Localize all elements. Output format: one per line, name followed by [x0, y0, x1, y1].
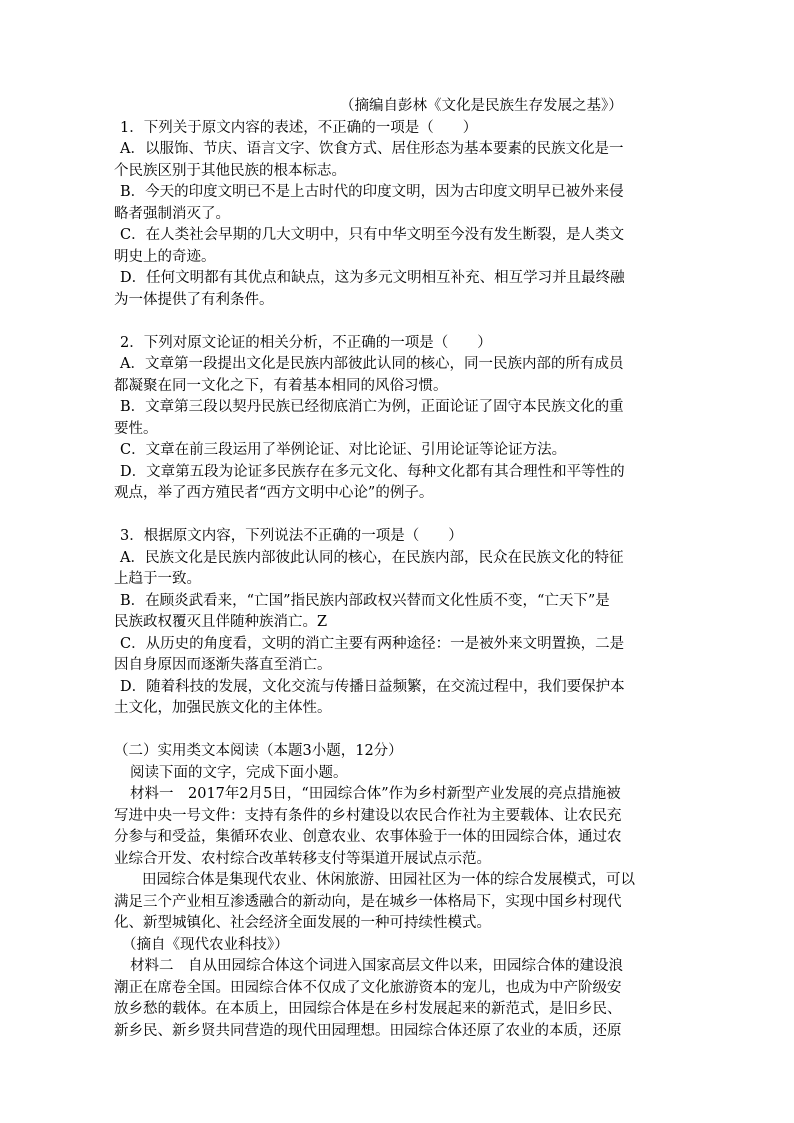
material-1-line: 分参与和受益，集循环农业、创意农业、农事体验于一体的田园综合体，通过农 — [114, 829, 622, 845]
q2-option-a-cont: 都凝聚在同一文化之下，有着基本相同的风俗习惯。 — [114, 377, 448, 394]
question-3 — [114, 526, 688, 720]
question-2 — [114, 333, 688, 505]
q1-option-b-cont: 略者强制消灭了。 — [114, 205, 230, 222]
question-3-stem: 3．根据原文内容，下列说法不正确的一项是（ ） — [120, 528, 463, 544]
material-1-line: 材料一 2017年2月5日，“田园综合体”作为乡村新型产业发展的亮点措施被 — [130, 786, 621, 802]
material-1-line: 业综合开发、农村综合改革转移支付等渠道开展试点示范。 — [114, 850, 491, 867]
q1-option-d-cont: 为一体提供了有利条件。 — [114, 291, 274, 308]
q3-option-b: B．在顾炎武看来，“亡国”指民族内部政权兴替而文化性质不变，“亡天下”是 — [120, 592, 610, 609]
q1-option-a-cont: 个民族区别于其他民族的根本标志。 — [114, 162, 346, 179]
question-1 — [114, 118, 688, 312]
q3-option-d: D．随着科技的发展，文化交流与传播日益频繁，在交流过程中，我们要保护本 — [120, 678, 625, 695]
q1-option-a: A．以服饰、节庆、语言文字、饮食方式、居住形态为基本要素的民族文化是一 — [120, 141, 624, 157]
q2-option-c: C．文章在前三段运用了举例论证、对比论证、引用论证等论证方法。 — [120, 442, 567, 458]
material-2-line: 放乡愁的载体。在本质上，田园综合体是在乡村发展起来的新范式，是旧乡民、 — [114, 1001, 622, 1017]
source-citation: （摘编自彭林《文化是民族生存发展之基》） — [340, 98, 623, 114]
spacer — [114, 720, 688, 742]
q1-option-d: D．任何文明都有其优点和缺点，这为多元文明相互补充、相互学习并且最终融 — [120, 270, 625, 286]
material-1-para-2-line: 满足三个产业相互渗透融合的新动向，是在城乡一体格局下，实现中国乡村现代 — [114, 893, 622, 910]
section-2-heading: （二）实用类文本阅读（本题3小题，12分） — [114, 743, 403, 759]
question-1-stem: 1．下列关于原文内容的表述，不正确的一项是（ ） — [120, 119, 478, 136]
question-2-stem: 2．下列对原文论证的相关分析，不正确的一项是（ ） — [120, 334, 492, 351]
q1-option-c-cont: 明史上的奇迹。 — [114, 248, 216, 265]
q2-option-b: B．文章第三段以契丹民族已经彻底消亡为例，正面论证了固守本民族文化的重 — [120, 399, 624, 415]
section-2-instruction: 阅读下面的文字，完成下面小题。 — [130, 764, 348, 781]
material-1-line: 写进中央一号文件：支持有条件的乡村建设以农民合作社为主要载体、让农民充 — [114, 807, 622, 824]
material-1-para-2-line: 田园综合体是集现代农业、休闲旅游、田园社区为一体的综合发展模式，可以 — [142, 872, 635, 888]
material-1-para-2-line: 化、新型城镇化、社会经济全面发展的一种可持续性模式。 — [114, 915, 491, 931]
q3-option-a: A．民族文化是民族内部彼此认同的核心，在民族内部，民众在民族文化的特征 — [120, 549, 624, 566]
material-2-line: 新乡民、新乡贤共同营造的现代田园理想。田园综合体还原了农业的本质，还原 — [114, 1022, 622, 1039]
q1-option-c: C．在人类社会早期的几大文明中，只有中华文明至今没有发生断裂，是人类文 — [120, 227, 625, 243]
q3-option-a-cont: 上趋于一致。 — [114, 571, 201, 587]
material-2-line: 潮正在席卷全国。田园综合体不仅成了文化旅游资本的宠儿，也成为中产阶级安 — [114, 979, 622, 996]
material-1-source: （摘自《现代农业科技》） — [122, 936, 289, 953]
material-2-line: 材料二 自从田园综合体这个词进入国家高层文件以来，田园综合体的建设浪 — [130, 958, 623, 974]
spacer — [114, 311, 688, 333]
q2-option-a: A．文章第一段提出文化是民族内部彼此认同的核心，同一民族内部的所有成员 — [120, 356, 624, 372]
document-body — [114, 96, 688, 1042]
q3-option-c-cont: 因自身原因而逐渐失落直至消亡。 — [114, 657, 332, 673]
q2-option-d-cont: 观点，举了西方殖民者“西方文明中心论”的例子。 — [114, 485, 434, 501]
q3-option-c: C．从历史的角度看，文明的消亡主要有两种途径：一是被外来文明置换，二是 — [120, 635, 625, 652]
q1-option-b: B．今天的印度文明已不是上古时代的印度文明，因为古印度文明早已被外来侵 — [120, 184, 624, 200]
q2-option-b-cont: 要性。 — [114, 420, 158, 437]
spacer — [114, 505, 688, 527]
q3-option-d-cont: 土文化，加强民族文化的主体性。 — [114, 700, 332, 716]
section-2 — [114, 741, 688, 1042]
q3-option-b-cont: 民族政权覆灭且伴随种族消亡。Z — [114, 614, 328, 630]
q2-option-d: D．文章第五段为论证多民族存在多元文化、每种文化都有其合理性和平等性的 — [120, 463, 625, 480]
